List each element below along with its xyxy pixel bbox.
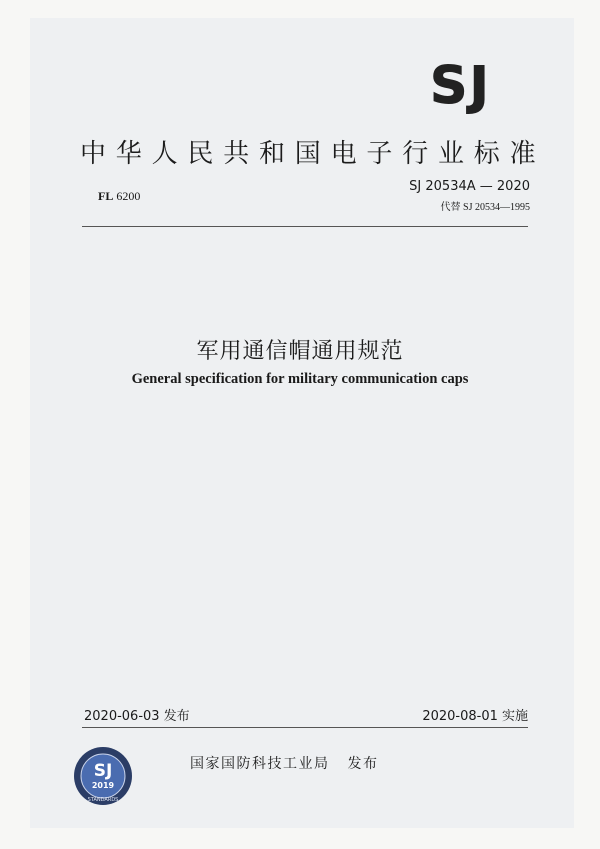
replaces-standard: 代替 SJ 20534—1995 [440,202,530,213]
standard-category-title: 中华人民共和国电子行业标准 [80,139,546,169]
issue-date: 2020-06-03 发布 [84,709,190,724]
footer-divider [82,727,528,728]
seal-inner-text: SJ [93,761,113,781]
seal-ring-text: STANDARDS [87,797,119,803]
classification-prefix: FL [98,189,114,203]
document-title-en: General specification for military communication caps [131,371,469,387]
implementation-date: 2020-08-01 实施 [422,709,528,724]
sj-logo: SJ [430,56,491,116]
issuer-name: 国家国防科技工业局 [190,756,330,772]
classification-code [98,189,140,204]
standard-seal-icon [73,746,133,806]
document-title-cn: 军用通信帽通用规范 [196,339,404,364]
classification-number: 6200 [116,189,141,203]
issuer-line [190,753,379,773]
publish-label: 发布 [347,756,379,772]
seal-year: 2019 [91,781,115,790]
header-divider [82,226,528,227]
standard-number: SJ 20534A — 2020 [409,179,530,194]
